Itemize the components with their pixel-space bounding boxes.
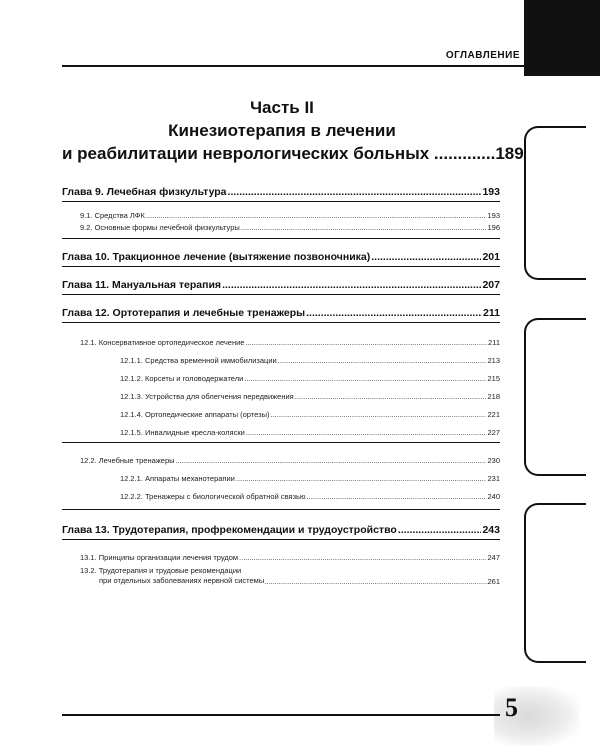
header-rule — [62, 65, 524, 67]
toc-chapter[interactable]: Глава 9. Лечебная физкультура ..... 193 — [62, 180, 500, 198]
toc-section[interactable]: 13.2. Трудотерапия и трудовые рекомендации при отдельных заболеваниях нервной системы ..... 261 — [62, 566, 500, 586]
part-title-line: Кинезиотерапия в лечении — [168, 121, 396, 140]
toc-section[interactable]: 12.1. Консервативное ортопедическое лечение ..... 211 — [62, 329, 500, 347]
thumb-index-bracket — [524, 318, 586, 476]
toc-chapter[interactable]: Глава 10. Тракционное лечение (вытяжение позвоночника) ..... 201 — [62, 245, 500, 263]
divider — [62, 238, 500, 239]
toc-subsection[interactable]: 12.2.2. Тренажеры с биологической обратной связью ..... 240 — [62, 483, 500, 501]
toc-subsection[interactable]: 12.1.4. Ортопедические аппараты (ортезы) ..... 221 — [62, 401, 500, 419]
divider — [62, 266, 500, 267]
divider — [62, 539, 500, 540]
part-number: Часть II — [250, 98, 314, 117]
table-of-contents — [62, 180, 500, 586]
toc-chapter[interactable]: Глава 11. Мануальная терапия ..... 207 — [62, 273, 500, 291]
divider — [62, 201, 500, 202]
toc-subsection[interactable]: 12.1.2. Корсеты и головодержатели ..... 215 — [62, 365, 500, 383]
part-page: 189 — [495, 144, 524, 163]
toc-section[interactable]: 9.2. Основные формы лечебной физкультуры ..... 196 — [62, 220, 500, 232]
toc-section[interactable]: 9.1. Средства ЛФК ..... 193 — [62, 208, 500, 220]
section-edge-tab — [524, 0, 600, 76]
divider — [62, 322, 500, 323]
toc-chapter[interactable]: Глава 13. Трудотерапия, профрекомендации и трудоустройство ..... 243 — [62, 518, 500, 536]
page-number: 5 — [505, 693, 518, 722]
divider — [62, 509, 500, 510]
divider — [62, 294, 500, 295]
thumb-index-bracket — [524, 126, 586, 280]
part-title-line: и реабилитации неврологических больных .............189 — [62, 144, 524, 163]
part-heading — [62, 96, 524, 165]
toc-subsection[interactable]: 12.1.3. Устройства для облегчения передвижения ..... 218 — [62, 383, 500, 401]
toc-subsection[interactable]: 12.1.5. Инвалидные кресла-коляски ..... 227 — [62, 419, 500, 437]
divider — [62, 442, 500, 443]
toc-subsection[interactable]: 12.2.1. Аппараты механотерапии ..... 231 — [62, 465, 500, 483]
footer-rule — [62, 714, 500, 716]
running-header: ОГЛАВЛЕНИЕ — [445, 50, 520, 61]
thumb-index-bracket — [524, 503, 586, 663]
toc-chapter[interactable]: Глава 12. Ортотерапия и лечебные тренажеры ..... 211 — [62, 301, 500, 319]
toc-subsection[interactable]: 12.1.1. Средства временной иммобилизации ..... 213 — [62, 347, 500, 365]
toc-section[interactable]: 13.1. Принципы организации лечения трудом ..... 247 — [62, 546, 500, 562]
toc-section[interactable]: 12.2. Лечебные тренажеры ..... 230 — [62, 449, 500, 465]
